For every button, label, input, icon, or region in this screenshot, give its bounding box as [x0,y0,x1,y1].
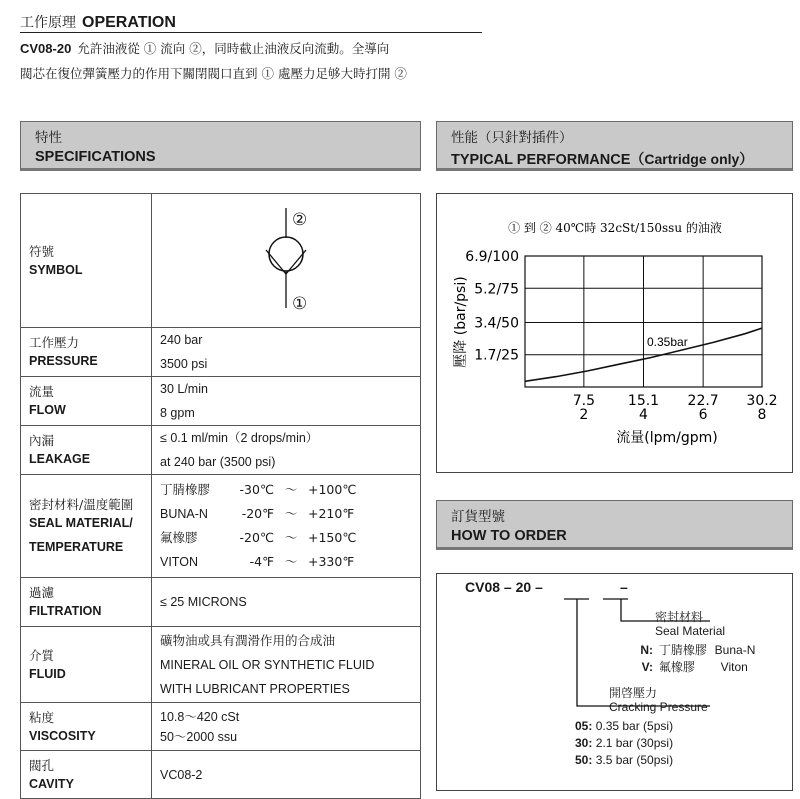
port-1-label: ① [292,294,308,314]
chart-y-tick-label: 3.4/50 [474,315,519,332]
spec-row-seal: 密封材料/溫度範圍 SEAL MATERIAL/ TEMPERATURE 丁腈橡膠 -30℃ ～ +100℃ BUNA-N -20℉ ～ +210℉ 氟橡膠 -20℃ ～ +150℃ VITON -4℉ ～ +330℉ [21,475,421,578]
spec-row-filtration: 過濾 FILTRATION ≤ 25 MICRONS [21,578,421,627]
seal-row: 氟橡膠 -20℃ ～ +150℃ [160,530,357,545]
seal-option-v: V: 氟橡膠 Viton [641,660,748,674]
check-valve-symbol-icon [160,196,420,326]
chart-x-axis-label: 流量(lpm/gpm) [616,430,718,446]
chart-x-tick-label: 30.2 [746,393,778,409]
cracking-option-05: 05: 0.35 bar (5psi) [575,719,674,733]
chart-y-tick-label: 1.7/25 [474,347,519,364]
operation-title-zh: 工作原理 [20,15,76,31]
seal-row: 丁腈橡膠 -30℃ ～ +100℃ [160,482,357,497]
spec-row-flow: 流量 FLOW 30 L/min 8 gpm [21,377,421,426]
cracking-option-30: 30: 2.1 bar (30psi) [575,736,674,750]
order-code-dash: – [620,579,628,595]
operation-title [20,12,176,32]
operation-description-line2: 閥芯在復位彈簧壓力的作用下關閉閥口直到 ① 處壓力足够大時打開 ② [20,66,407,81]
spec-row-cavity: 閥孔 CAVITY VC08-2 [21,751,421,799]
spec-row-symbol: 符號 SYMBOL ② ① [21,194,421,328]
spec-row-leakage: 內漏 LEAKAGE ≤ 0.1 ml/min（2 drops/min） at 240 bar (3500 psi) [21,426,421,475]
spec-row-viscosity: 粘度 VISCOSITY 10.8～420 cSt 50～2000 ssu [21,703,421,751]
chart-x-tick-label-gpm: 2 [579,407,589,423]
chart-x-tick-label-gpm: 8 [757,407,767,423]
chart-y-tick-label: 6.9/100 [465,249,519,265]
how-to-order-header: 訂貨型號 HOW TO ORDER [436,500,793,550]
performance-chart-panel [436,193,793,473]
spec-row-pressure: 工作壓力 PRESSURE 240 bar 3500 psi [21,328,421,377]
specifications-table [20,193,421,799]
seal-material-zh: 密封材料 [655,610,704,624]
seal-material-en: Seal Material [655,624,726,638]
pressure-drop-chart [437,194,794,474]
model-code: CV08-20 [20,41,72,56]
cracking-option-50: 50: 3.5 bar (50psi) [575,753,674,767]
chart-y-tick-label: 5.2/75 [474,281,519,298]
seal-option-n: N: 丁腈橡膠 Buna-N [640,643,756,657]
specifications-header: 特性 SPECIFICATIONS [20,121,421,171]
chart-y-axis-label: 壓降 (bar/psi) [453,276,469,368]
cracking-pressure-zh: 開啓壓力 [609,686,658,700]
how-to-order-panel [436,573,793,791]
chart-x-tick-label: 22.7 [687,393,719,409]
seal-row: BUNA-N -20℉ ～ +210℉ [160,506,355,521]
operation-rule [20,32,482,33]
chart-x-tick-label-gpm: 4 [639,407,648,423]
seal-row: VITON -4℉ ～ +330℉ [160,554,355,569]
chart-x-tick-label-gpm: 6 [698,407,708,423]
chart-x-tick-label: 15.1 [627,393,660,409]
operation-title-en: OPERATION [82,14,176,31]
operation-description-line1: CV08-20 允許油液從 ① 流向 ②，同時截止油液反向流動。全導向 [20,41,390,56]
chart-annotation: 0.35bar [647,335,688,349]
cracking-pressure-en: Cracking Pressure [609,700,708,714]
spec-row-fluid: 介質 FLUID 礦物油或具有潤滑作用的合成油 MINERAL OIL OR SYNTHETIC FLUID WITH LUBRICANT PROPERTIES [21,627,421,703]
chart-x-tick-label: 7.5 [572,393,595,409]
performance-header: 性能（只針對插件） TYPICAL PERFORMANCE（Cartridge only） [436,121,793,171]
port-2-label: ② [292,210,308,230]
order-code: CV08 – 20 – [465,579,543,595]
chart-title: ① 到 ② 40℃時 32cSt/150ssu 的油液 [508,221,722,235]
